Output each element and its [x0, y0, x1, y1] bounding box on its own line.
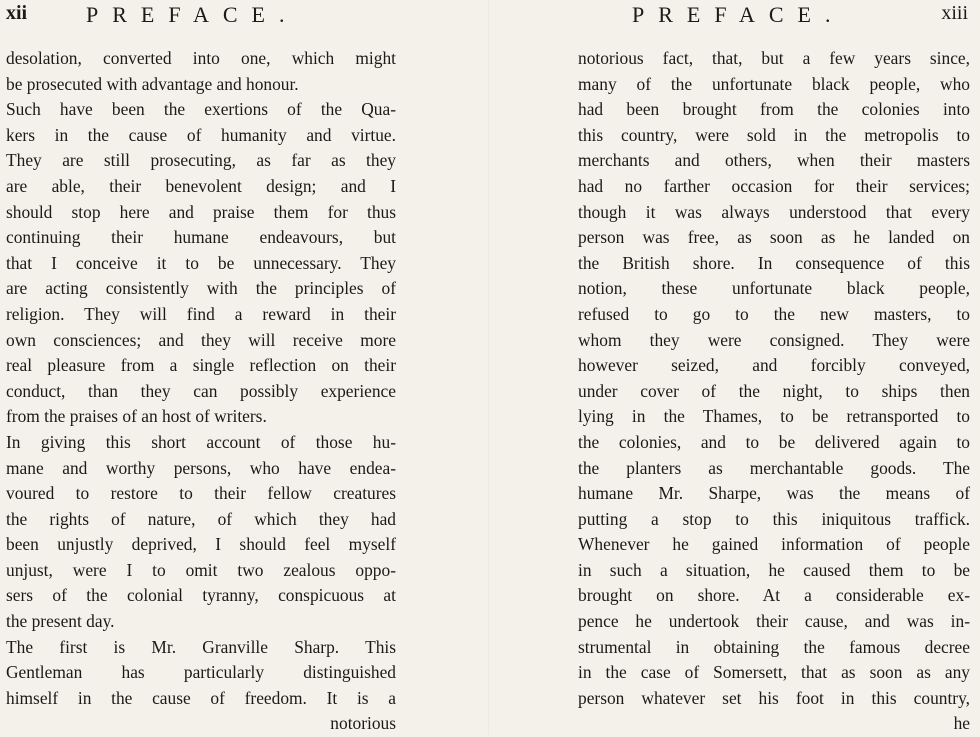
left-page-header — [0, 2, 400, 36]
text-line: notorious fact, that, but a few years since, — [578, 48, 970, 68]
right-page-body — [572, 46, 972, 737]
text-line: that I conceive it to be unnecessary. They — [6, 252, 396, 273]
text-line: the planters as merchantable goods. The — [578, 457, 970, 478]
text-line: conduct, than they can possibly experience — [6, 380, 396, 401]
text-line: Such have been the exertions of the Qua- — [6, 99, 396, 120]
left-running-title: PREFACE. — [86, 2, 299, 27]
text-line: though it was always understood that every — [578, 201, 970, 222]
text-line: the colonies, and to be delivered again to — [578, 431, 970, 452]
text-line: They are still prosecuting, as far as they — [6, 150, 396, 171]
text-line: whom they were consigned. They were — [578, 329, 970, 350]
text-line: person whatever set his foot in this country, — [578, 687, 970, 708]
text-line: notion, these unfortunate black people, — [578, 278, 970, 299]
text-line: merchants and others, when their masters — [578, 150, 970, 171]
text-line: refused to go to the new masters, to — [578, 303, 970, 324]
text-line: should stop here and praise them for thus — [6, 201, 396, 222]
text-line: humane Mr. Sharpe, was the means of — [578, 483, 970, 504]
text-line: in such a situation, he caused them to be — [578, 559, 970, 580]
text-line: however seized, and forcibly conveyed, — [578, 355, 970, 376]
text-line: this country, were sold in the metropolis to — [578, 124, 970, 145]
text-line: religion. They will find a reward in their — [6, 303, 396, 324]
text-line: had been brought from the colonies into — [578, 99, 970, 120]
text-line: the British shore. In consequence of this — [578, 252, 970, 273]
text-line: are able, their benevolent design; and I — [6, 175, 396, 196]
right-page-header — [572, 2, 972, 36]
left-page — [0, 0, 400, 735]
text-line: sers of the colonial tyranny, conspicuous at — [6, 585, 396, 606]
text-line: in the case of Somersett, that as soon as any — [578, 662, 970, 683]
left-page-number: xii — [6, 2, 28, 24]
text-line: continuing their humane endeavours, but — [6, 227, 396, 248]
text-line: strumental in obtaining the famous decree — [578, 636, 970, 657]
right-running-title: PREFACE. — [632, 2, 845, 27]
text-line: real pleasure from a single reflection on their — [6, 355, 396, 376]
book-gutter — [488, 0, 490, 735]
left-page-body — [0, 46, 400, 737]
text-line: unjust, were I to omit two zealous oppo- — [6, 559, 396, 580]
text-line: brought on shore. At a considerable ex- — [578, 585, 970, 606]
text-line: desolation, converted into one, which might — [6, 48, 396, 68]
text-line: himself in the cause of freedom. It is a — [6, 687, 396, 708]
catchword: he — [953, 713, 970, 734]
text-line: mane and worthy persons, who have endea- — [6, 457, 396, 478]
text-line: Gentleman has particularly distinguished — [6, 662, 396, 683]
text-line: voured to restore to their fellow creatures — [6, 483, 396, 504]
right-page — [572, 0, 972, 735]
text-line: the present day. — [6, 611, 115, 632]
text-line: been unjustly deprived, I should feel myself — [6, 534, 396, 555]
text-line: pence he undertook their cause, and was in- — [578, 611, 970, 632]
text-line: are acting consistently with the principles of — [6, 278, 396, 299]
text-line: the rights of nature, of which they had — [6, 508, 396, 529]
text-line: be prosecuted with advantage and honour. — [6, 73, 299, 94]
text-line: kers in the cause of humanity and virtue. — [6, 124, 396, 145]
text-line: putting a stop to this iniquitous traffick. — [578, 508, 970, 529]
text-line: person was free, as soon as he landed on — [578, 227, 970, 248]
catchword: notorious — [330, 713, 396, 734]
text-line: The first is Mr. Granville Sharp. This — [6, 636, 396, 657]
text-line: lying in the Thames, to be retransported to — [578, 406, 970, 427]
text-line: had no farther occasion for their services; — [578, 175, 970, 196]
text-line: under cover of the night, to ships then — [578, 380, 970, 401]
text-line: own consciences; and they will receive more — [6, 329, 396, 350]
text-line: many of the unfortunate black people, who — [578, 73, 970, 94]
text-line: In giving this short account of those hu- — [6, 431, 396, 452]
right-page-number: xiii — [941, 2, 968, 24]
text-line: from the praises of an host of writers. — [6, 406, 267, 427]
text-line: Whenever he gained information of people — [578, 534, 970, 555]
